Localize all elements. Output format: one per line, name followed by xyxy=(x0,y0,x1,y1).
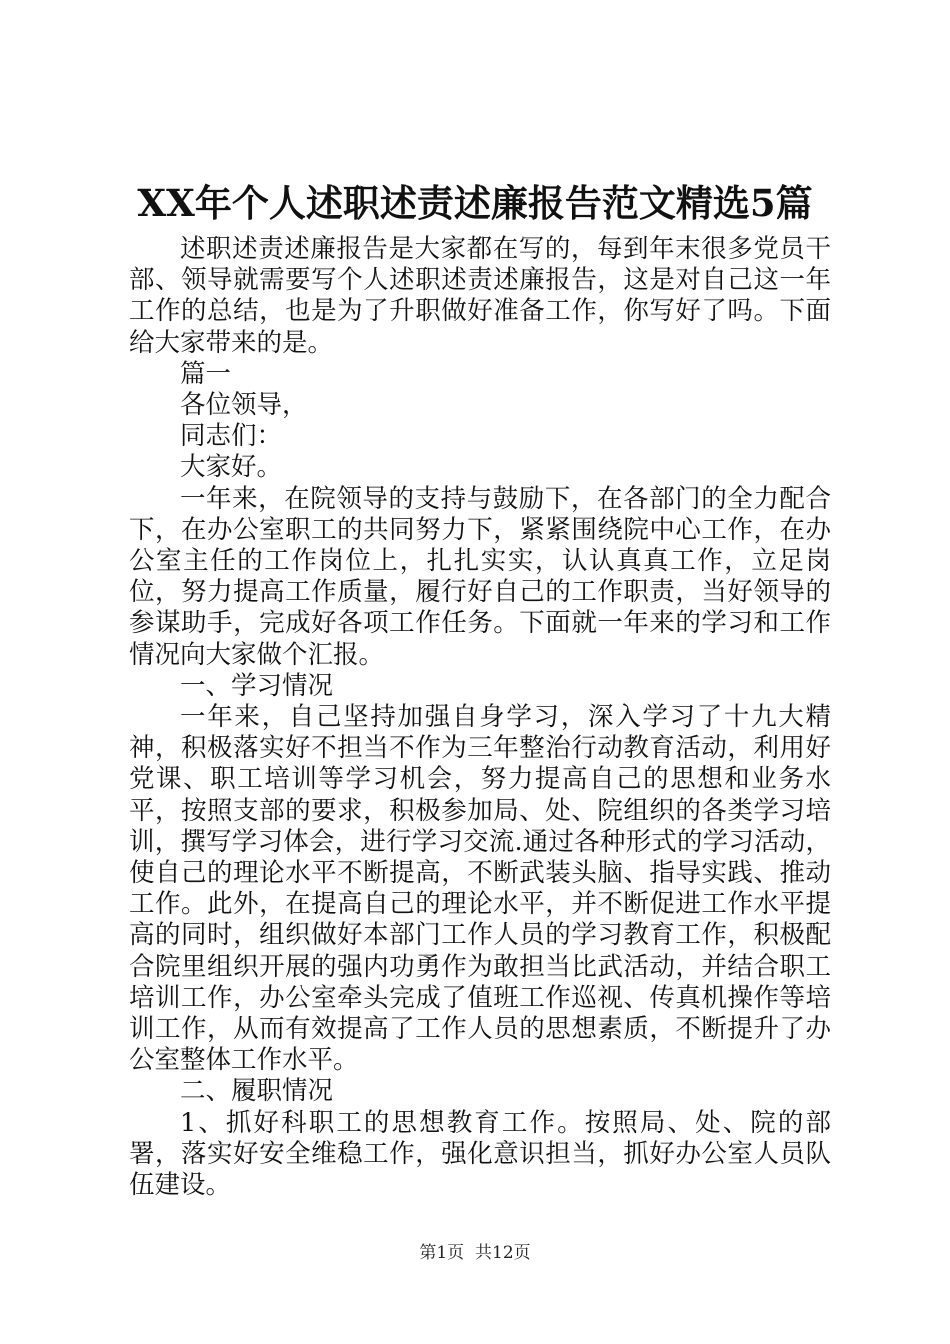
overview-paragraph: 一年来，在院领导的支持与鼓励下，在各部门的全力配合下，在办公室职工的共同努力下，紧紧围绕院中心工作，在办公室主任的工作岗位上，扎扎实实，认认真真工作，立足岗位，努力提高工作质量，履行好自己的工作职责，当好领导的参谋助手，完成好各项工作任务。下面就一年来的学习和工作情况向大家做个汇报。 xyxy=(129,483,831,670)
section-heading-study: 一、学习情况 xyxy=(180,670,334,701)
salutation-comrades: 同志们： xyxy=(180,421,283,452)
duties-paragraph-1: 1、抓好科职工的思想教育工作。按照局、处、院的部署，落实好安全维稳工作，强化意识担当，抓好办公室人员队伍建设。 xyxy=(129,1107,831,1201)
document-body xyxy=(129,234,831,1201)
page-total: 共12页 xyxy=(475,1243,531,1263)
intro-paragraph: 述职述责述廉报告是大家都在写的，每到年末很多党员干部、领导就需要写个人述职述责述廉报告，这是对自己这一年工作的总结，也是为了升职做好准备工作，你写好了吗。下面给大家带来的是。 xyxy=(129,234,831,358)
section-heading-duties: 二、履职情况 xyxy=(180,1076,334,1107)
study-paragraph: 一年来，自己坚持加强自身学习，深入学习了十九大精神，积极落实好不担当不作为三年整治行动教育活动，利用好党课、职工培训等学习机会，努力提高自己的思想和业务水平，按照支部的要求，积极参加局、处、院组织的各类学习培训，撰写学习体会，进行学习交流.通过各种形式的学习活动，使自己的理论水平不断提高，不断武装头脑、指导实践、推动工作。此外，在提高自己的理论水平，并不断促进工作水平提高的同时，组织做好本部门工作人员的学习教育工作，积极配合院里组织开展的强内功勇作为敢担当比武活动，并结合职工培训工作，办公室牵头完成了值班工作巡视、传真机操作等培训工作，从而有效提高了工作人员的思想素质，不断提升了办公室整体工作水平。 xyxy=(129,702,831,1076)
salutation-leaders: 各位领导， xyxy=(180,390,308,421)
greeting: 大家好。 xyxy=(180,452,283,483)
section-heading-part-one: 篇一 xyxy=(180,358,232,389)
document-title: XX年个人述职述责述廉报告范文精选5篇 xyxy=(137,181,813,225)
page-number: 第1页 xyxy=(419,1243,465,1263)
page-footer xyxy=(0,1241,950,1265)
